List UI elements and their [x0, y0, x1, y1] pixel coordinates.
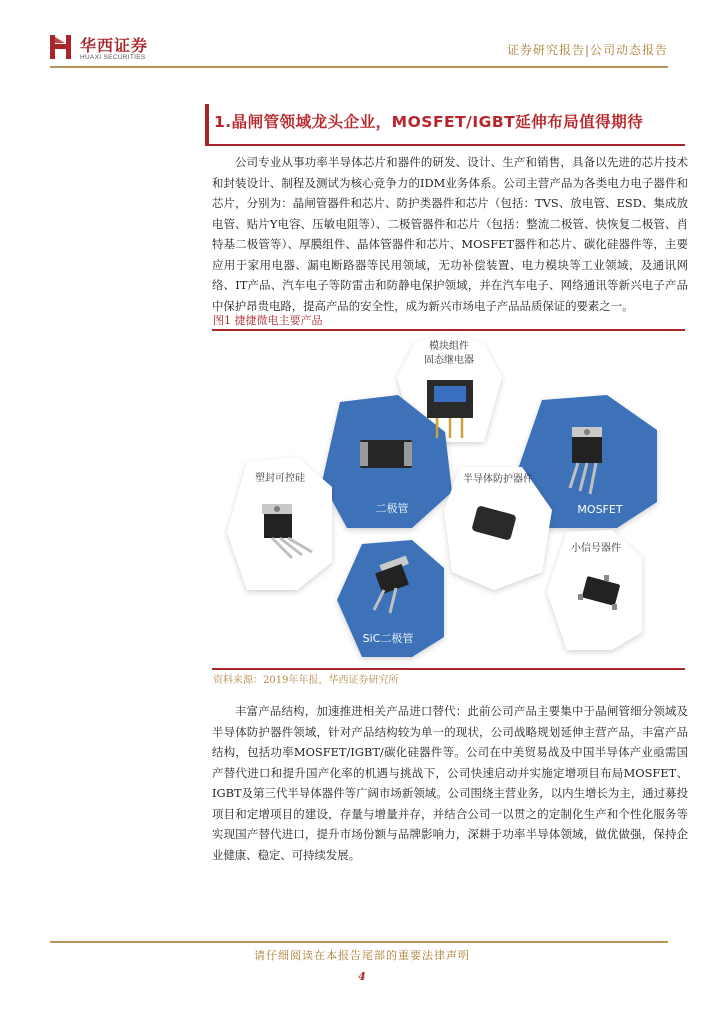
footer-divider: [50, 941, 668, 943]
label-mosfet: MOSFET: [577, 503, 623, 516]
label-sic: SiC二极管: [362, 632, 414, 645]
logo-english-name: HUAXI SECURITIES: [80, 54, 146, 61]
label-small-signal: 小信号器件: [571, 543, 621, 554]
figure-bottom-rule: [212, 668, 685, 670]
page-number: 4: [358, 970, 366, 983]
huaxi-logo-icon: [50, 33, 72, 61]
section-title: 1.晶闸管领域龙头企业，MOSFET/IGBT延伸布局值得期待: [214, 113, 644, 131]
figure-top-rule: [212, 329, 685, 331]
label-module: 模块组件: [429, 341, 469, 352]
body-paragraph-1: 公司专业从事功率半导体芯片和器件的研发、设计、生产和销售，具备以先进的芯片技术和封装设计、制程及测试为核心竞争力的IDM业务体系。公司主营产品为各类电力电子器件和芯片，分别为：晶闸管器件和芯片、防护类器件和芯片（包括：TVS、放电管、ESD、集成放电管、贴片Y电容、压敏电阻等）、二极管器件和芯片（包括：整流二极管、快恢复二极管、肖特基二极管等）、厚膜组件、晶体管器件和芯片、MOSFET器件和芯片、碳化硅器件等，主要应用于家用电器、漏电断路器等民用领域，无功补偿装置、电力模块等工业领域，及通讯网络、IT产品、汽车电子等防雷击和防静电保护领域，并在汽车电子、网络通讯等新兴电子产品中保护昂贵电路，提高产品的安全性，成为新兴市场电子产品品质保证的要素之一。: [212, 155, 688, 313]
header-divider: [50, 66, 668, 68]
label-protection: 半导体防护器件: [463, 474, 533, 485]
label-relay: 固态继电器: [424, 355, 474, 366]
body-paragraph-2: 丰富产品结构，加速推进相关产品进口替代：此前公司产品主要集中于晶闸管细分领域及半导体防护器件领域，针对产品结构较为单一的现状，公司战略规划延伸主营产品，丰富产品结构，包括功率MOSFET/IGBT/碳化硅器件等。公司在中美贸易战及中国半导体产业亟需国产替代进口和提升国产化率的机遇与挑战下，公司快速启动并实施定增项目布局MOSFET、IGBT及第三代半导体器件等广阔市场新领域。公司围绕主营业务，以内生增长为主，通过募投项目和定增项目的建设，存量与增量并存，并结合公司一以贯之的定制化生产和个性化服务等实现国产替代进口，提升市场份额与品牌影响力，深耕于功率半导体领域，做优做强，保持企业健康、稳定、可持续发展。: [212, 704, 688, 862]
label-thyristor: 塑封可控硅: [255, 473, 305, 484]
figure-caption: 图1 捷捷微电主要产品: [213, 314, 323, 327]
product-hexagon-figure: [212, 332, 685, 666]
report-type-label: 证券研究报告|公司动态报告: [506, 43, 668, 57]
figure-source: 资料来源：2019年年报，华西证券研究所: [213, 675, 399, 686]
smd-diode-icon: [360, 440, 412, 468]
legal-disclaimer-note: 请仔细阅读在本报告尾部的重要法律声明: [254, 949, 470, 962]
label-diode: 二极管: [375, 502, 409, 515]
logo-chinese-name: 华西证券: [80, 36, 149, 55]
